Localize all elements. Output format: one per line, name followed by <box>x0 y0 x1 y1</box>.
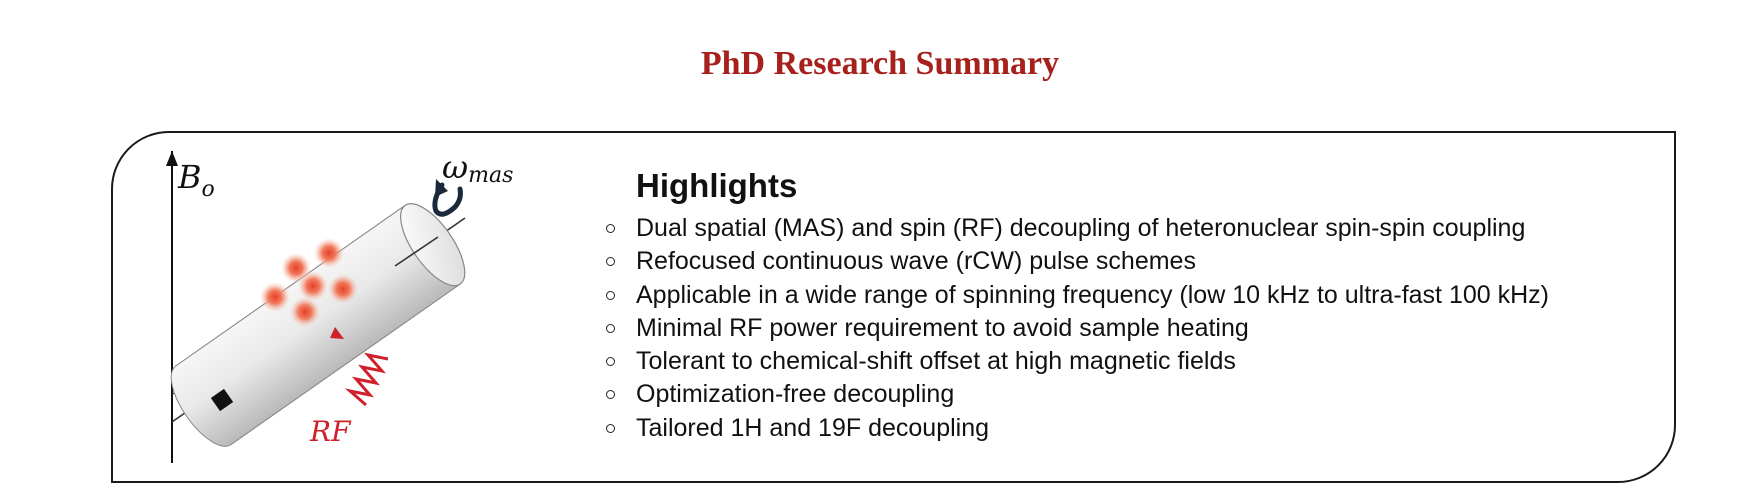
page-title: PhD Research Summary <box>700 45 1060 82</box>
bullet-circle-icon <box>606 424 615 433</box>
mas-rotor-diagram <box>130 141 610 471</box>
list-item: Refocused continuous wave (rCW) pulse schemes <box>600 245 1660 278</box>
list-item: Tailored 1H and 19F decoupling <box>600 412 1660 445</box>
list-item: Applicable in a wide range of spinning frequency (low 10 kHz to ultra-fast 100 kHz) <box>600 279 1660 312</box>
omega-mas-label: ωmas <box>442 148 514 188</box>
b0-axis-arrow <box>166 151 178 463</box>
bullet-circle-icon <box>606 291 615 300</box>
bullet-circle-icon <box>606 257 615 266</box>
list-item: Tolerant to chemical-shift offset at high magnetic fields <box>600 345 1660 378</box>
list-item: Optimization-free decoupling <box>600 378 1660 411</box>
bullet-circle-icon <box>606 224 615 233</box>
highlights-list <box>600 212 1660 445</box>
highlights-heading: Highlights <box>636 167 798 204</box>
bullet-circle-icon <box>606 324 615 333</box>
b0-label: $B_o$ <box>178 158 215 202</box>
list-item: Dual spatial (MAS) and spin (RF) decoupling of heteronuclear spin-spin coupling <box>600 212 1660 245</box>
list-item: Minimal RF power requirement to avoid sample heating <box>600 312 1660 345</box>
bullet-circle-icon <box>606 357 615 366</box>
highlights-section <box>600 166 1660 445</box>
rf-label: RF <box>310 415 351 448</box>
bullet-circle-icon <box>606 390 615 399</box>
